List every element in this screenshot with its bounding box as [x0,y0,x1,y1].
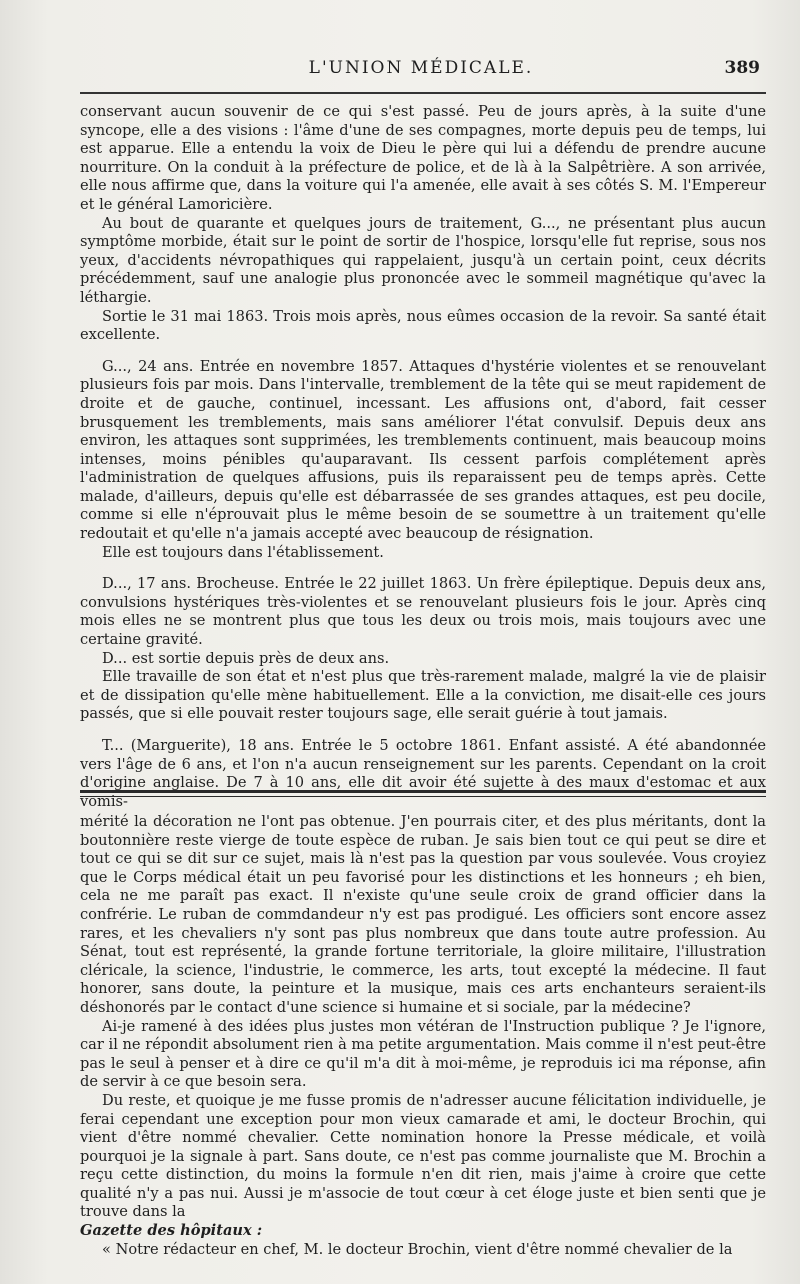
case-paragraph: D..., 17 ans. Brocheuse. Entrée le 22 juillet 1863. Un frère épileptique. Depuis deux ans, convulsions hystériques très-violentes et se renouvelant plusieurs fois le jour. Après cinq mois elles ne se montrent plus que tous les deux ou trois mois, mais toujours avec une certaine gravité. [80,575,766,649]
paragraph: Sortie le 31 mai 1863. Trois mois après, nous eûmes occasion de la revoir. Sa santé était excellente. [80,307,766,344]
header-rule [80,92,766,94]
page-number: 389 [724,58,760,78]
feuilleton-divider [80,790,766,797]
page-header [78,56,764,86]
paragraph: conservant aucun souvenir de ce qui s'est passé. Peu de jours après, à la suite d'une syncope, elle a des visions : l'âme d'une de ses compagnes, morte depuis peu de temps, lui est apparue. Elle a entendu la voix de Dieu le père qui lui a défendu de prendre aucune nourriture. On la conduit à la préfecture de police, et de là à la Salpêtrière. A son arrivée, elle nous affirme que, dans la voiture qui l'a amenée, elle avait à ses côtés S. M. l'Empereur et le général Lamoricière. [80,103,766,213]
paragraph: Elle travaille de son état et n'est plus que très-rarement malade, malgré la vie de plaisir et de dissipation qu'elle mène habituellement. Elle a la conviction, me disait-elle ces jours passés, que si elle pouvait rester toujours sage, elle serait guérie à tout jamais. [80,668,766,723]
article-body [80,103,766,811]
case-paragraph: G..., 24 ans. Entrée en novembre 1857. Attaques d'hystérie violentes et se renouvelant plusieurs fois par mois. Dans l'intervalle, tremblement de la tête qui se meut rapidement de droite et de gauche, continuel, incessant. Les affusions ont, d'abord, fait cesser brusquement les tremblements, mais sans améliorer l'état convulsif. Depuis deux ans environ, les attaques sont supprimées, les tremblements continuent, mais beaucoup moins intenses, moins pénibles qu'auparavant. Ils cessent parfois complétement après l'administration de quelques affusions, puis ils reparaissent peu de temps après. Cette malade, d'ailleurs, depuis qu'elle est débarrassée de ses grandes attaques, est peu docile, comme si elle n'éprouvait plus le même besoin de se soumettre à un traitement qu'elle redoutait et qu'elle n'a jamais accepté avec beaucoup de résignation. [80,357,766,543]
paragraph: mérité la décoration ne l'ont pas obtenue. J'en pourrais citer, et des plus méritants, dont la boutonnière reste vierge de toute espèce de ruban. Je sais bien tout ce qui peut se dire et tout ce qui se dit sur ce sujet, mais là n'est pas la question par vous soulevée. Vous croyiez que le Corps médical était un peu favorisé pour les distinctions et les honneurs ; eh bien, cela ne me paraît pas exact. Il n'existe qu'une seule croix de grand officier dans la confrérie. Le ruban de commdandeur n'y est pas prodigué. Les officiers sont encore assez rares, et les chevaliers n'y sont pas plus nombreux que dans toute autre profession. Au Sénat, tout est représenté, la grande fortune territoriale, la gloire militaire, l'illustration cléricale, la science, l'industrie, le commerce, les arts, tout excepté la médecine. Il faut honorer, sans doute, la peinture et la musique, mais ces arts enchanteurs seraient-ils déshonorés par le contact d'une science si humaine et si sociale, par la médecine? [80,813,766,1016]
paragraph: D... est sortie depuis près de deux ans. [102,649,390,667]
feuilleton-body [80,813,766,1259]
paragraph: Elle est toujours dans l'établissement. [102,543,384,561]
paragraph: Du reste, et quoique je me fusse promis de n'adresser aucune félicitation individuelle, je ferai cependant une exception pour mon vieux camarade et ami, le docteur Brochin, qui vient d'être nommé chevalier. Cette nomination honore la Presse médicale, et voilà pourquoi je la signale à part. Sans doute, ce n'est pas comme journaliste que M. Brochin a reçu cette distinction, du moins la formule n'en dit rien, mais j'aime à croire que cette qualité n'y a pas nui. Aussi je m'associe de tout cœur à cet éloge juste et bien senti que je trouve dans la [80,1091,766,1221]
paragraph: Au bout de quarante et quelques jours de traitement, G..., ne présentant plus aucun symptôme morbide, était sur le point de sortir de l'hospice, lorsqu'elle fut reprise, sous nos yeux, d'accidents névropathiques qui rappelaient, jusqu'à un certain point, ceux décrits précédemment, sauf une analogie plus prononcée avec le sommeil magnétique qu'avec la léthargie. [80,214,766,306]
running-title: L'UNION MÉDICALE. [308,58,534,78]
citation-source: Gazette des hôpitaux : [80,1222,263,1240]
case-paragraph: T... (Marguerite), 18 ans. Entrée le 5 octobre 1861. Enfant assisté. A été abandonnée vers l'âge de 6 ans, et l'on n'a aucun renseignement sur les parents. Cependant on la croit d'origine anglaise. De 7 à 10 ans, elle dit avoir été sujette à des maux d'estomac et aux vomis- [80,737,766,810]
paragraph: Ai-je ramené à des idées plus justes mon vétéran de l'Instruction publique ? Je l'ignore, car il ne répondit absolument rien à ma petite argumentation. Mais comme il n'est peut-être pas le seul à penser et à dire ce qu'il m'a dit à moi-même, je reproduis ici ma réponse, afin de servir à ce que besoin sera. [80,1017,766,1091]
quotation: « Notre rédacteur en chef, M. le docteur Brochin, vient d'être nommé chevalier de la [102,1240,733,1258]
